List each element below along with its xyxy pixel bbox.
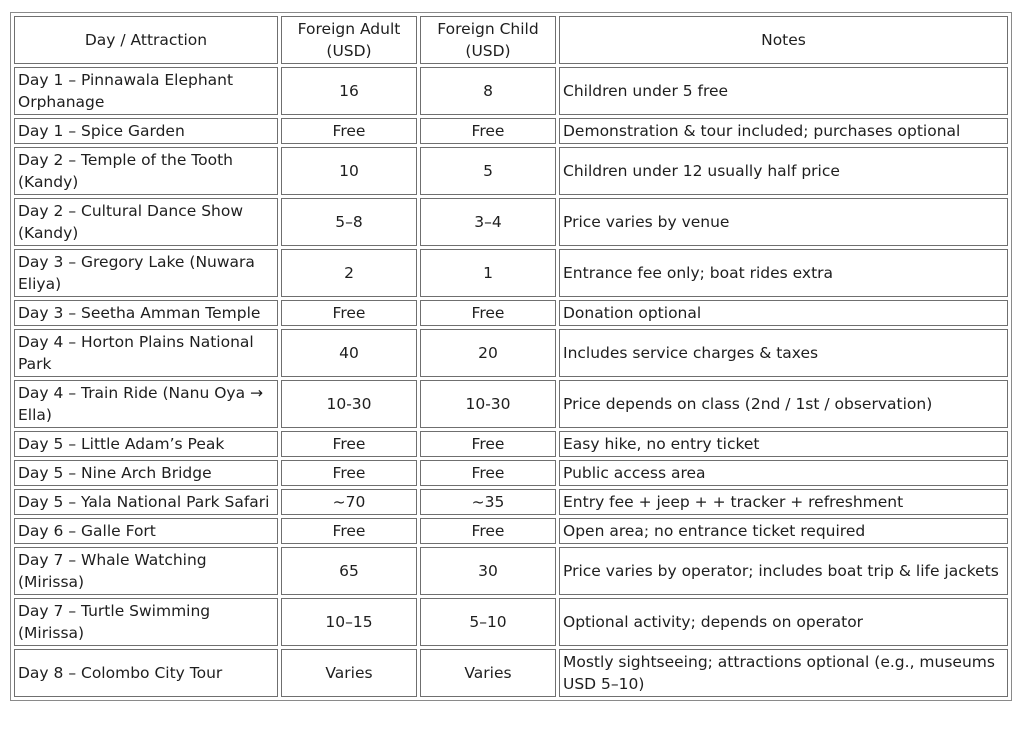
- attraction-cell: Day 2 – Cultural Dance Show (Kandy): [14, 198, 278, 246]
- adult-price-cell: 65: [281, 547, 417, 595]
- child-price-cell: Free: [420, 118, 556, 144]
- attraction-cell: Day 4 – Horton Plains National Park: [14, 329, 278, 377]
- child-price-cell: Free: [420, 460, 556, 486]
- notes-cell: Easy hike, no entry ticket: [559, 431, 1008, 457]
- adult-price-cell: 2: [281, 249, 417, 297]
- child-price-cell: Free: [420, 518, 556, 544]
- child-price-cell: Varies: [420, 649, 556, 697]
- header-foreign-adult: [281, 16, 417, 64]
- notes-cell: Mostly sightseeing; attractions optional (e.g., museums USD 5–10): [559, 649, 1008, 697]
- child-price-cell: 3–4: [420, 198, 556, 246]
- table-row: [14, 518, 1008, 544]
- header-child-line2: (USD): [465, 42, 511, 60]
- header-adult-line1: Foreign Adult: [297, 20, 401, 38]
- attraction-cell: Day 5 – Yala National Park Safari: [14, 489, 278, 515]
- header-notes: Notes: [559, 16, 1008, 64]
- attraction-cell: Day 1 – Spice Garden: [14, 118, 278, 144]
- attraction-cell: Day 1 – Pinnawala Elephant Orphanage: [14, 67, 278, 115]
- notes-cell: Optional activity; depends on operator: [559, 598, 1008, 646]
- attraction-cell: Day 8 – Colombo City Tour: [14, 649, 278, 697]
- adult-price-cell: ~70: [281, 489, 417, 515]
- child-price-cell: 10-30: [420, 380, 556, 428]
- child-price-cell: 30: [420, 547, 556, 595]
- notes-cell: Children under 12 usually half price: [559, 147, 1008, 195]
- price-table-container: [10, 12, 1012, 701]
- table-row: [14, 431, 1008, 457]
- notes-cell: Open area; no entrance ticket required: [559, 518, 1008, 544]
- adult-price-cell: Free: [281, 118, 417, 144]
- child-price-cell: 20: [420, 329, 556, 377]
- child-price-cell: 1: [420, 249, 556, 297]
- notes-cell: Entrance fee only; boat rides extra: [559, 249, 1008, 297]
- table-row: [14, 249, 1008, 297]
- attraction-cell: Day 5 – Nine Arch Bridge: [14, 460, 278, 486]
- table-row: [14, 649, 1008, 697]
- header-adult-line2: (USD): [326, 42, 372, 60]
- table-row: [14, 598, 1008, 646]
- notes-cell: Price depends on class (2nd / 1st / observation): [559, 380, 1008, 428]
- notes-cell: Donation optional: [559, 300, 1008, 326]
- table-row: [14, 147, 1008, 195]
- table-row: [14, 329, 1008, 377]
- adult-price-cell: 10: [281, 147, 417, 195]
- header-attraction: Day / Attraction: [14, 16, 278, 64]
- child-price-cell: Free: [420, 431, 556, 457]
- adult-price-cell: 40: [281, 329, 417, 377]
- child-price-cell: Free: [420, 300, 556, 326]
- adult-price-cell: 10–15: [281, 598, 417, 646]
- adult-price-cell: 10-30: [281, 380, 417, 428]
- attraction-cell: Day 7 – Whale Watching (Mirissa): [14, 547, 278, 595]
- attraction-cell: Day 6 – Galle Fort: [14, 518, 278, 544]
- table-row: [14, 118, 1008, 144]
- price-table: [10, 12, 1012, 701]
- adult-price-cell: 16: [281, 67, 417, 115]
- table-row: [14, 67, 1008, 115]
- table-row: [14, 380, 1008, 428]
- attraction-cell: Day 3 – Gregory Lake (Nuwara Eliya): [14, 249, 278, 297]
- adult-price-cell: Free: [281, 460, 417, 486]
- notes-cell: Demonstration & tour included; purchases optional: [559, 118, 1008, 144]
- table-row: [14, 547, 1008, 595]
- attraction-cell: Day 4 – Train Ride (Nanu Oya → Ella): [14, 380, 278, 428]
- attraction-cell: Day 5 – Little Adam’s Peak: [14, 431, 278, 457]
- attraction-cell: Day 2 – Temple of the Tooth (Kandy): [14, 147, 278, 195]
- table-row: [14, 300, 1008, 326]
- notes-cell: Price varies by venue: [559, 198, 1008, 246]
- table-row: [14, 489, 1008, 515]
- child-price-cell: 5–10: [420, 598, 556, 646]
- adult-price-cell: Free: [281, 300, 417, 326]
- header-row: [14, 16, 1008, 64]
- adult-price-cell: Free: [281, 518, 417, 544]
- notes-cell: Children under 5 free: [559, 67, 1008, 115]
- notes-cell: Entry fee + jeep + + tracker + refreshment: [559, 489, 1008, 515]
- notes-cell: Public access area: [559, 460, 1008, 486]
- attraction-cell: Day 3 – Seetha Amman Temple: [14, 300, 278, 326]
- notes-cell: Includes service charges & taxes: [559, 329, 1008, 377]
- attraction-cell: Day 7 – Turtle Swimming (Mirissa): [14, 598, 278, 646]
- header-child-line1: Foreign Child: [437, 20, 539, 38]
- child-price-cell: 8: [420, 67, 556, 115]
- table-row: [14, 460, 1008, 486]
- child-price-cell: ~35: [420, 489, 556, 515]
- child-price-cell: 5: [420, 147, 556, 195]
- adult-price-cell: Varies: [281, 649, 417, 697]
- header-foreign-child: [420, 16, 556, 64]
- table-row: [14, 198, 1008, 246]
- adult-price-cell: 5–8: [281, 198, 417, 246]
- adult-price-cell: Free: [281, 431, 417, 457]
- notes-cell: Price varies by operator; includes boat trip & life jackets: [559, 547, 1008, 595]
